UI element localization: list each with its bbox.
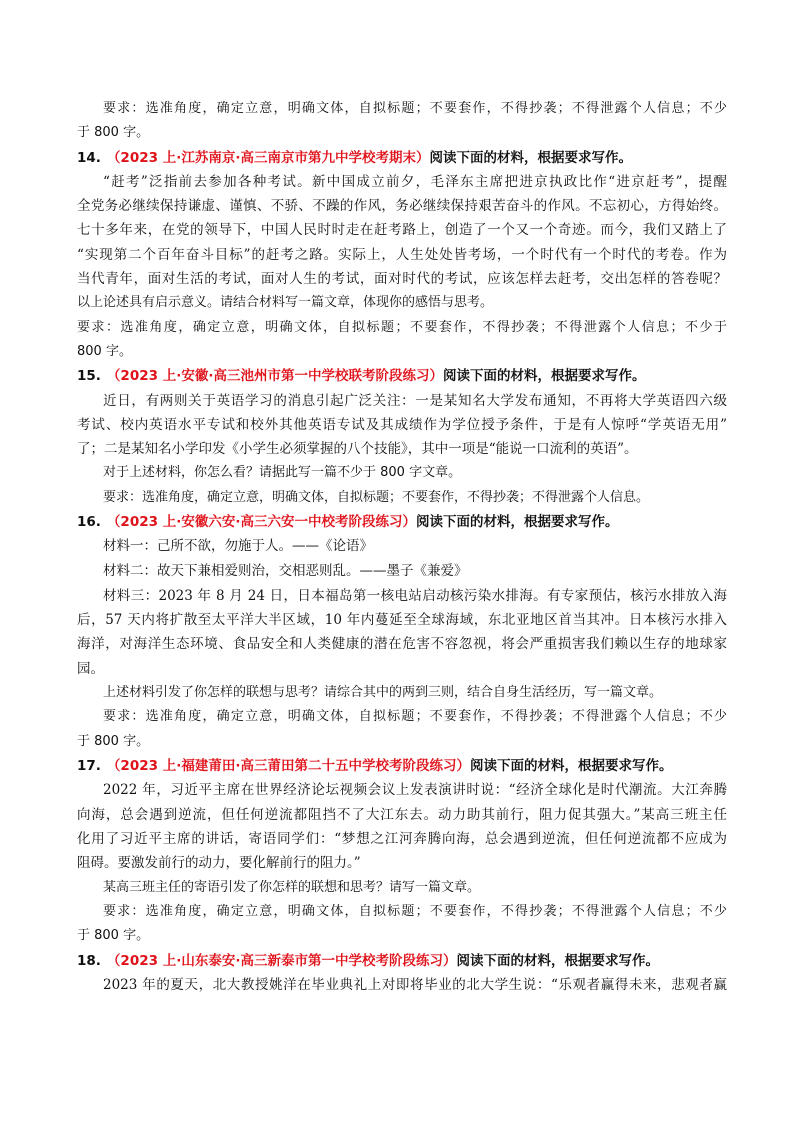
- paragraph-line: 以上论述具有启示意义。请结合材料写一篇文章，体现你的感悟与思考。: [77, 295, 494, 310]
- prompt-text: 对于上述材料，你怎么看？请据此写一篇不少于 800 字文章。: [103, 465, 462, 480]
- question-instruction: 阅读下面的材料，根据要求写作。: [442, 368, 646, 384]
- paragraph-line: 化用了习近平主席的讲话，寄语同学们：“梦想之江河奔腾向海，总会遇到逆流，但任何逆流都不应成为: [77, 831, 727, 847]
- material-line: 海洋，对海洋生态环境、食品安全和人类健康的潜在危害不容忽视，将会严重损害我们赖以生存的地球家: [77, 636, 727, 652]
- paragraph-line: 全党务必继续保持谦虚、谨慎、不骄、不躁的作风，务必继续保持艰苦奋斗的作风。不忘初心，方得始终。: [77, 198, 727, 214]
- question-heading-16: [77, 512, 727, 532]
- requirement-text: 于 800 字。: [77, 928, 150, 943]
- paragraph-line: 考试、校内英语水平专试和校外其他英语专试及其成绩作为学位授予条件，于是有人惊呼“学英语无用”: [77, 417, 727, 433]
- question-source: （2023 上·安徽六安·高三六安一中校考阶段练习）: [106, 514, 416, 530]
- paragraph-line: 了；二是某知名小学印发《小学生必须掌握的八个技能》，其中一项是“能说一口流利的英语”。: [77, 441, 638, 457]
- requirement-text: 要求：选准角度，确定立意，明确文体，自拟标题；不要套作，不得抄袭；不得泄露个人信息；不少: [103, 709, 727, 724]
- question-instruction: 阅读下面的材料，根据要求写作。: [429, 150, 632, 166]
- requirement-text: 要求：选准角度，确定立意，明确文体，自拟标题；不要套作，不得抄袭；不得泄露个人信息；不少于: [77, 320, 727, 335]
- question-number: 15.: [77, 368, 101, 384]
- material-line: 材料三：2023 年 8 月 24 日，日本福岛第一核电站启动核污染水排海。有专家预估，核污水排放入海: [103, 588, 727, 604]
- question-heading-14: [77, 148, 727, 168]
- paragraph-line: 2023 年的夏天，北大教授姚洋在毕业典礼上对即将毕业的北大学生说：“乐观者赢得未来，悲观者赢: [103, 977, 727, 993]
- paragraph-line: 向海，总会遇到逆流，但任何逆流都阻挡不了大江东去。动力助其前行，阻力促其强大。”某高三班主任: [77, 807, 727, 823]
- requirement-text: 要求：选准角度，确定立意，明确文体，自拟标题；不要套作，不得抄袭；不得泄露个人信息；不少: [103, 101, 727, 116]
- material-line: 园。: [77, 661, 104, 677]
- question-number: 16.: [77, 514, 101, 530]
- requirement-text: 要求：选准角度，确定立意，明确文体，自拟标题；不要套作，不得抄袭；不得泄露个人信息；不少: [103, 904, 727, 919]
- question-source: （2023 上·福建莆田·高三莆田第二十五中学校考阶段练习）: [106, 758, 470, 774]
- question-instruction: 阅读下面的材料，根据要求写作。: [469, 758, 673, 774]
- material-line: 材料二：故天下兼相爱则治，交相恶则乱。——墨子《兼爱》: [103, 563, 468, 579]
- paragraph-line: “实现第二个百年奋斗目标”的赶考之路。实际上，人生处处皆考场，一个时代有一个时代的考卷。作为: [77, 247, 727, 263]
- question-source: （2023 上·安徽·高三池州市第一中学校联考阶段练习）: [106, 368, 443, 384]
- material-line: 材料一：己所不欲，勿施于人。——《论语》: [103, 538, 373, 554]
- question-source: （2023 上·山东泰安·高三新泰市第一中学校考阶段练习）: [106, 953, 457, 969]
- question-number: 18.: [77, 953, 101, 969]
- requirement-text: 要求：选准角度，确定立意，明确文体，自拟标题；不要套作，不得抄袭；不得泄露个人信息。: [103, 490, 650, 505]
- requirement-text: 800 字。: [77, 344, 132, 359]
- requirement-text: 于 800 字。: [77, 125, 150, 140]
- paragraph-line: 2022 年，习近平主席在世界经济论坛视频会议上发表演讲时说：“经济全球化是时代潮流。大江奔腾: [103, 782, 727, 798]
- question-heading-15: [77, 366, 727, 386]
- question-number: 17.: [77, 758, 101, 774]
- paragraph-line: 近日，有两则关于英语学习的消息引起广泛关注：一是某知名大学发布通知，不再将大学英语四六级: [103, 393, 727, 409]
- paragraph-line: “赶考”泛指前去参加各种考试。新中国成立前夕，毛泽东主席把进京执政比作“进京赶考”，提醒: [103, 174, 727, 190]
- question-instruction: 阅读下面的材料，根据要求写作。: [415, 514, 619, 530]
- question-heading-17: [77, 756, 727, 776]
- prompt-text: 上述材料引发了你怎样的联想与思考？请综合其中的两到三则，结合自身生活经历，写一篇文章。: [103, 685, 663, 700]
- question-source: （2023 上·江苏南京·高三南京市第九中学校考期末）: [106, 150, 430, 166]
- question-number: 14.: [77, 150, 101, 166]
- question-instruction: 阅读下面的材料，根据要求写作。: [456, 953, 659, 969]
- requirement-text: 于 800 字。: [77, 734, 150, 749]
- question-heading-18: [77, 951, 727, 971]
- material-line: 后，57 天内将扩散至太平洋大半区域，10 年内蔓延至全球海域，东北亚地区首当其冲。日本核污水排入: [77, 612, 727, 628]
- paragraph-line: 当代青年，面对生活的考试，面对人生的考试，面对时代的考试，应该怎样去赶考，交出怎样的答卷呢？: [77, 271, 727, 287]
- prompt-text: 某高三班主任的寄语引发了你怎样的联想和思考？请写一篇文章。: [103, 880, 481, 895]
- paragraph-line: 阻碍。要激发前行的动力，要化解前行的阻力。”: [77, 855, 361, 871]
- paragraph-line: 七十多年来，在党的领导下，中国人民时时走在赶考路上，创造了一个又一个奇迹。而今，我们又踏上了: [77, 222, 727, 238]
